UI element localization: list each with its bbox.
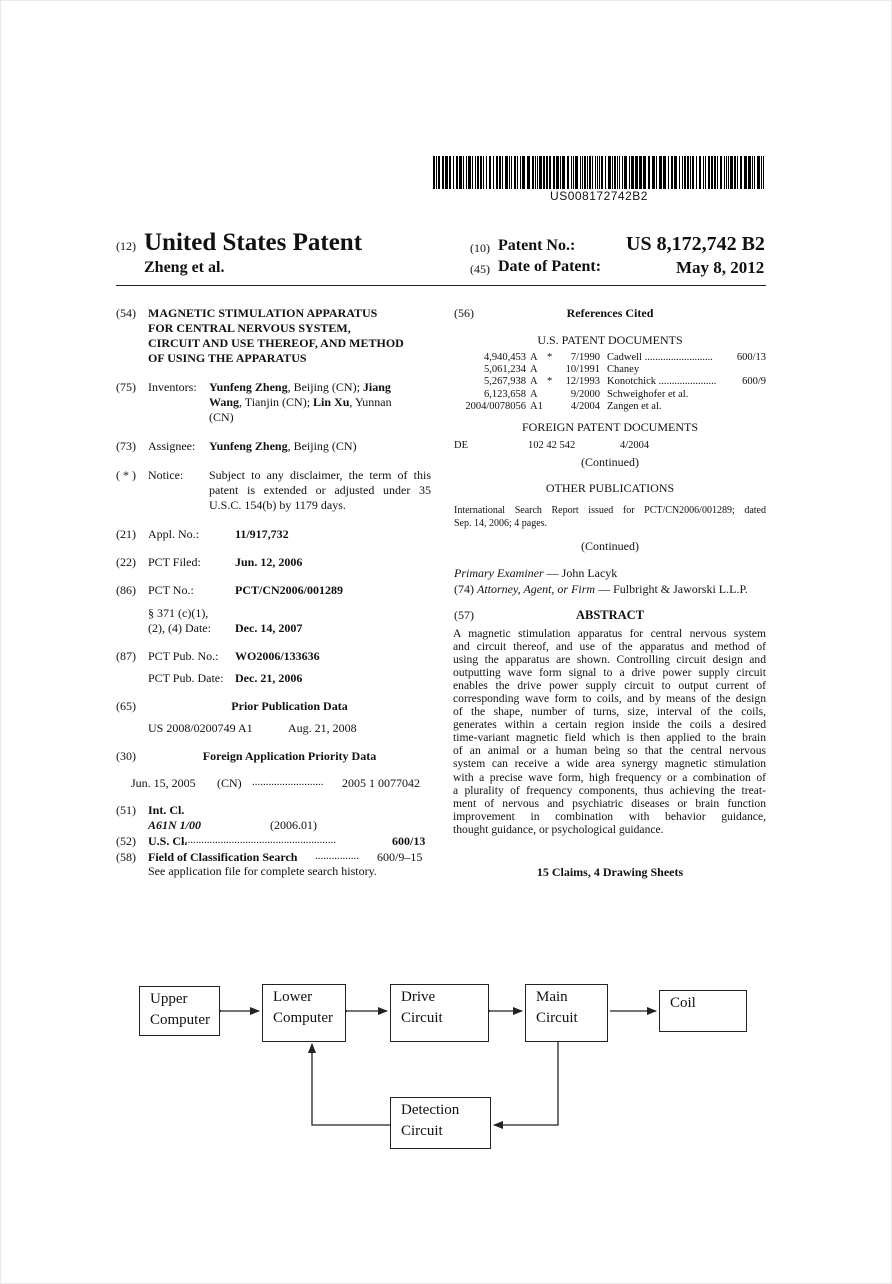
us-ref-num: 6,123,658 — [484, 388, 526, 400]
inventor-name: Jiang — [362, 380, 391, 394]
us-cl-label: U.S. Cl. — [148, 834, 188, 848]
box-label: Circuit — [401, 1123, 443, 1139]
notice-line: patent is extended or adjusted under 35 — [209, 483, 431, 497]
us-ref-num: 5,061,234 — [484, 364, 526, 376]
us-ref-kind: A — [530, 352, 538, 363]
abstract-line: with a precise wave form, high frequency or a combination of — [453, 770, 766, 784]
box-label: Main — [536, 989, 568, 1005]
priority-dots: .......................... — [252, 776, 324, 788]
us-ref-name: Schweighofer et al. — [607, 388, 689, 400]
arrow-main-detection — [494, 1042, 558, 1125]
us-ref-dots: ...................... — [658, 376, 717, 388]
us-ref-cls: 600/9 — [742, 376, 766, 388]
abstract-line: of the shape, number of turns, size, interval of the coils, — [453, 705, 766, 719]
notice-line: U.S.C. 154(b) by 1179 days. — [209, 498, 346, 512]
notice-code: ( * ) — [116, 468, 136, 482]
us-ref-name: Chaney — [607, 364, 640, 376]
inventors-label: Inventors: — [148, 380, 197, 394]
inventor-name: Yunfeng Zheng — [209, 380, 288, 394]
patent-title: United States Patent — [144, 229, 363, 256]
pct-pub-no-label: PCT Pub. No.: — [148, 649, 219, 663]
foreign-docs-heading: FOREIGN PATENT DOCUMENTS — [521, 420, 699, 434]
us-cl-dots: ........................................................ — [182, 834, 336, 846]
code-10: (10) — [470, 241, 490, 255]
section-371-label: § 371 (c)(1), — [148, 606, 209, 620]
notice-line: Subject to any disclaimer, the term of this — [209, 468, 431, 482]
us-ref-date: 9/2000 — [570, 388, 600, 400]
title-line: FOR CENTRAL NERVOUS SYSTEM, — [148, 321, 351, 335]
abstract-line: ment of nervous and psychiatric diseases or brain function — [453, 796, 766, 810]
prior-pub-number: US 2008/0200749 A1 — [148, 721, 253, 735]
box-label: Drive — [401, 989, 436, 1005]
barcode-number: US008172742B2 — [550, 189, 648, 203]
attorney-label: Attorney, Agent, or Firm — [477, 582, 596, 596]
pct-pub-date: Dec. 21, 2006 — [235, 671, 303, 685]
priority-date: Jun. 15, 2005 — [131, 776, 196, 790]
int-cl-year: (2006.01) — [270, 818, 317, 832]
other-pub-line: International Search Report issued for PCT/CN2006/001289; dated — [454, 505, 766, 516]
code-56: (56) — [454, 306, 474, 320]
attorney-name: — Fulbright & Jaworski L.L.P. — [595, 582, 748, 596]
examiner-label: Primary Examiner — [454, 566, 544, 580]
main-circuit-box — [525, 984, 608, 1042]
pct-filed-label: PCT Filed: — [148, 555, 201, 569]
code-54: (54) — [116, 306, 136, 320]
us-ref-kind: A — [530, 364, 538, 376]
inventor-location: , Tianjin (CN); — [239, 395, 314, 409]
field-search-value: 600/9–15 — [377, 850, 423, 864]
code-74: (74) — [454, 582, 474, 596]
abstract-line: improvement in combination with behavior guidance, — [453, 809, 766, 823]
abstract-heading: ABSTRACT — [575, 608, 645, 622]
abstract-line: thought guidance, or psychological guidance. — [453, 822, 664, 836]
patent-no: US 8,172,742 B2 — [626, 233, 765, 255]
patent-date: May 8, 2012 — [676, 258, 765, 277]
other-pubs-heading: OTHER PUBLICATIONS — [545, 481, 675, 495]
us-ref-kind: A — [530, 376, 538, 388]
inventor-name: Lin Xu — [313, 395, 350, 409]
code-21: (21) — [116, 527, 136, 541]
prior-pub-heading: Prior Publication Data — [231, 699, 348, 713]
section-371-date-label: (2), (4) Date: — [148, 621, 211, 635]
code-45: (45) — [470, 262, 490, 276]
code-73: (73) — [116, 439, 136, 453]
us-ref-date: 4/2004 — [570, 400, 600, 412]
code-58: (58) — [116, 850, 136, 864]
coil-box — [659, 990, 747, 1032]
lower-computer-box — [262, 984, 346, 1042]
inventor-name: Wang — [209, 395, 240, 409]
us-ref-star: * — [547, 376, 553, 388]
box-label: Circuit — [401, 1010, 443, 1026]
field-search-dots: ................ — [315, 850, 359, 862]
continued-refs: (Continued) — [581, 455, 639, 469]
pct-pub-date-label: PCT Pub. Date: — [148, 671, 224, 685]
foreign-priority-heading: Foreign Application Priority Data — [202, 749, 377, 763]
references-heading: References Cited — [566, 306, 654, 320]
us-ref-date: 7/1990 — [570, 352, 600, 363]
us-ref-dots: .......................... — [644, 352, 713, 363]
us-ref-name-text: Cadwell — [607, 352, 642, 363]
us-ref-kind: A1 — [530, 400, 543, 412]
us-ref-num: 5,267,938 — [484, 376, 526, 388]
section-371-date: Dec. 14, 2007 — [235, 621, 303, 635]
drive-circuit-box — [390, 984, 489, 1042]
pct-filed: Jun. 12, 2006 — [235, 555, 303, 569]
claims-summary: 15 Claims, 4 Drawing Sheets — [536, 865, 684, 879]
code-87: (87) — [116, 649, 136, 663]
priority-number: 2005 1 0077042 — [342, 776, 420, 790]
us-ref-kind: A — [530, 388, 538, 400]
code-86: (86) — [116, 583, 136, 597]
assignee-label: Assignee: — [148, 439, 196, 453]
box-label: Circuit — [536, 1010, 578, 1026]
code-65: (65) — [116, 699, 136, 713]
inventor-location: , Yunnan — [349, 395, 392, 409]
code-75: (75) — [116, 380, 136, 394]
other-pub-line: Sep. 14, 2006; 4 pages. — [454, 518, 548, 529]
pct-pub-no: WO2006/133636 — [235, 649, 320, 663]
abstract-line: generates within a certain region inside the coils a desired — [453, 718, 766, 732]
abstract-line: system can receive a wide area synergy magnetic stimulation — [453, 757, 766, 771]
field-search-label: Field of Classification Search — [148, 850, 298, 864]
box-label: Lower — [273, 989, 313, 1005]
abstract-line: time-variant magnetic field which is then applied to the brain — [453, 731, 766, 745]
assignee-name: Yunfeng Zheng — [209, 439, 288, 453]
continued-pubs: (Continued) — [581, 539, 639, 553]
code-51: (51) — [116, 803, 136, 817]
int-cl-label: Int. Cl. — [148, 803, 185, 817]
code-30: (30) — [116, 749, 136, 763]
inventor-location: (CN) — [209, 410, 234, 424]
abstract-line: enables the drive power supply circuit to output current of — [453, 679, 766, 693]
abstract-line: outputting wave form signal to a drive power supply circuit — [453, 666, 766, 680]
title-line: MAGNETIC STIMULATION APPARATUS — [148, 306, 378, 320]
us-ref-date: 12/1993 — [565, 376, 600, 388]
abstract-line: of an animal or a human being so that the central nervous — [453, 744, 766, 758]
abstract-line: and circuit thereof, and use of the apparatus and method of — [453, 640, 766, 654]
detection-circuit-box — [390, 1097, 491, 1149]
abstract-line: a plurality of frequency components, thus achieving the treat- — [453, 783, 766, 797]
code-12: (12) — [116, 239, 136, 253]
us-patent-docs-heading: U.S. PATENT DOCUMENTS — [537, 333, 683, 347]
box-label: Computer — [273, 1010, 333, 1026]
appl-no: 11/917,732 — [235, 527, 289, 541]
int-cl-class: A61N 1/00 — [148, 818, 202, 832]
examiner-name: — John Lacyk — [543, 566, 618, 580]
code-52: (52) — [116, 834, 136, 848]
patent-no-label: Patent No.: — [498, 237, 576, 254]
pct-no: PCT/CN2006/001289 — [235, 583, 343, 597]
assignee-location: , Beijing (CN) — [287, 439, 357, 453]
box-label: Upper — [150, 991, 188, 1007]
foreign-number: 102 42 542 — [528, 440, 576, 451]
notice-label: Notice: — [148, 468, 184, 482]
code-57: (57) — [454, 608, 474, 622]
box-label: Computer — [150, 1012, 210, 1028]
foreign-country: DE — [454, 440, 468, 451]
us-ref-star: * — [547, 352, 553, 363]
us-ref-name-text: Konotchick — [607, 376, 656, 388]
prior-pub-date: Aug. 21, 2008 — [288, 721, 357, 735]
inventor-location: , Beijing (CN); — [287, 380, 363, 394]
us-cl-value: 600/13 — [392, 834, 426, 848]
us-ref-name: Zangen et al. — [607, 400, 662, 412]
abstract-line: A magnetic stimulation apparatus for central nervous system — [453, 627, 766, 640]
date-label: Date of Patent: — [498, 258, 602, 275]
authors: Zheng et al. — [144, 259, 225, 276]
abstract-line: corresponding wave form to coils, and by means of the design — [453, 692, 766, 706]
search-history-note: See application file for complete search history. — [148, 864, 377, 878]
us-ref-num: 2004/0078056 — [465, 400, 526, 412]
foreign-date: 4/2004 — [620, 440, 650, 451]
appl-no-label: Appl. No.: — [148, 527, 199, 541]
us-ref-cls: 600/13 — [736, 352, 766, 363]
arrow-detection-lower — [312, 1044, 390, 1125]
title-line: OF USING THE APPARATUS — [148, 351, 307, 365]
priority-country: (CN) — [217, 776, 242, 790]
abstract-line: using the apparatus are shown. Controlling circuit design and — [453, 653, 766, 667]
pct-no-label: PCT No.: — [148, 583, 194, 597]
us-ref-date: 10/1991 — [565, 364, 600, 376]
code-22: (22) — [116, 555, 136, 569]
box-label: Coil — [670, 995, 696, 1011]
box-label: Detection — [401, 1102, 460, 1118]
us-ref-num: 4,940,453 — [484, 352, 526, 363]
upper-computer-box — [139, 986, 220, 1036]
title-line: CIRCUIT AND USE THEREOF, AND METHOD — [148, 336, 404, 350]
